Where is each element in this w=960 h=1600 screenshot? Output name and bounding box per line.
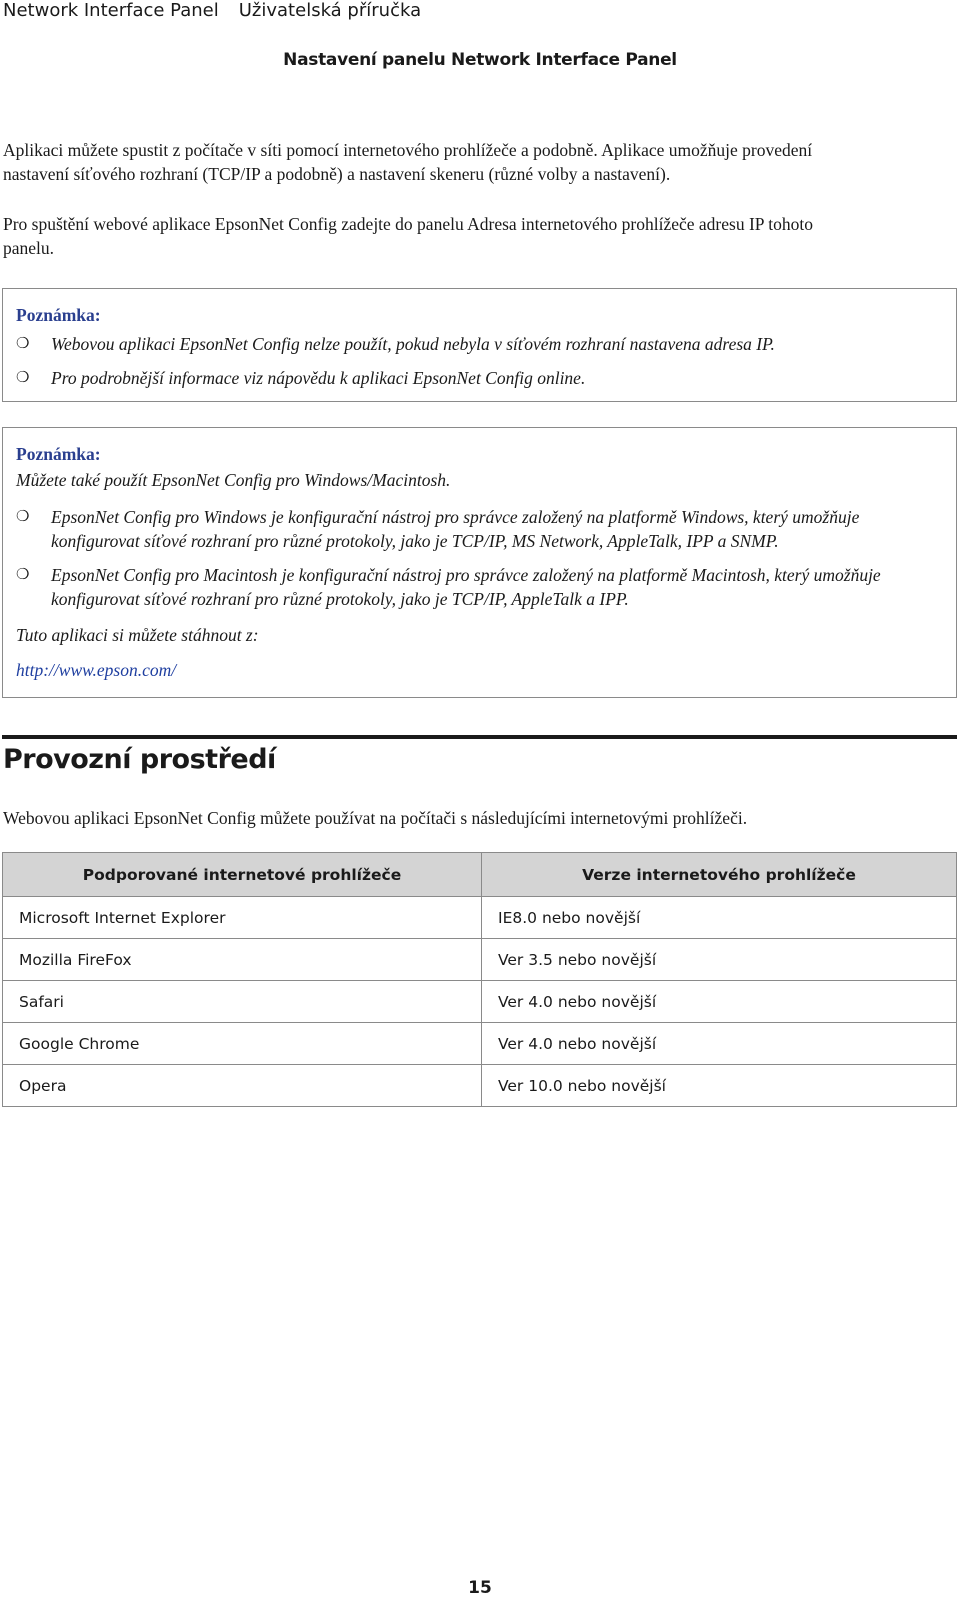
note-item-line: konfigurovat síťové rozhraní pro různé protokoly, jako je TCP/IP, AppleTalk a IPP. [51,589,629,609]
browser-version: Ver 3.5 nebo novější [482,939,957,981]
intro-line: panelu. [3,238,55,258]
browser-name: Google Chrome [3,1023,482,1065]
header-product-name: Network Interface Panel [3,0,219,21]
note-box-2 [2,427,957,698]
page-number: 15 [468,1578,492,1598]
intro-line: Aplikaci můžete spustit z počítače v síti pomocí internetového prohlížeče a podobně. Aplikace umožňuje provedení [3,140,813,160]
section-title: Nastavení panelu Network Interface Panel [283,50,677,70]
checkbox-bullet-icon: ❍ [16,370,30,386]
epson-link[interactable]: http://www.epson.com/ [16,660,177,680]
heading-rule [2,735,957,739]
note-title: Poznámka: [16,305,101,325]
environment-heading: Provozní prostředí [3,744,276,775]
intro-paragraph-2 [3,212,955,260]
table-row [3,897,957,939]
table-row [3,981,957,1023]
note-intro: Můžete také použít EpsonNet Config pro Windows/Macintosh. [16,470,451,490]
browser-version: Ver 4.0 nebo novější [482,1023,957,1065]
browser-name: Safari [3,981,482,1023]
table-row [3,939,957,981]
note-box-1 [2,288,957,402]
browser-name: Opera [3,1065,482,1107]
table-row [3,1023,957,1065]
browser-version: Ver 10.0 nebo novější [482,1065,957,1107]
browser-version: IE8.0 nebo novější [482,897,957,939]
checkbox-bullet-icon: ❍ [16,336,30,352]
browser-version: Ver 4.0 nebo novější [482,981,957,1023]
running-header [3,0,421,21]
environment-intro: Webovou aplikaci EpsonNet Config můžete používat na počítači s následujícími internetovými prohlížeči. [3,808,748,828]
checkbox-bullet-icon: ❍ [16,509,30,525]
header-manual-name: Uživatelská příručka [238,0,422,21]
note-item-line: konfigurovat síťové rozhraní pro různé protokoly, jako je TCP/IP, MS Network, AppleTalk, IPP a SNMP. [51,531,779,551]
note-item-line: EpsonNet Config pro Windows je konfigurační nástroj pro správce založený na platformě Windows, který umožňuje [51,507,860,527]
note-item [51,563,951,611]
intro-line: Pro spuštění webové aplikace EpsonNet Config zadejte do panelu Adresa internetového prohlížeče adresu IP tohoto [3,214,813,234]
checkbox-bullet-icon: ❍ [16,567,30,583]
note-title: Poznámka: [16,444,101,464]
download-text: Tuto aplikaci si můžete stáhnout z: [16,625,259,645]
browser-name: Microsoft Internet Explorer [3,897,482,939]
note-item [51,505,951,553]
browser-table [2,852,957,1107]
table-header-row [3,853,957,897]
note-item-line: EpsonNet Config pro Macintosh je konfigurační nástroj pro správce založený na platformě Macintosh, který umožňuje [51,565,881,585]
table-row [3,1065,957,1107]
column-header-version: Verze internetového prohlížeče [482,853,957,897]
note-item: Pro podrobnější informace viz nápovědu k aplikaci EpsonNet Config online. [51,368,586,388]
browser-name: Mozilla FireFox [3,939,482,981]
column-header-browser: Podporované internetové prohlížeče [3,853,482,897]
intro-paragraph-1 [3,138,955,186]
intro-line: nastavení síťového rozhraní (TCP/IP a podobně) a nastavení skeneru (různé volby a nastavení). [3,164,671,184]
note-item: Webovou aplikaci EpsonNet Config nelze použít, pokud nebyla v síťovém rozhraní nastavena adresa IP. [51,334,775,354]
